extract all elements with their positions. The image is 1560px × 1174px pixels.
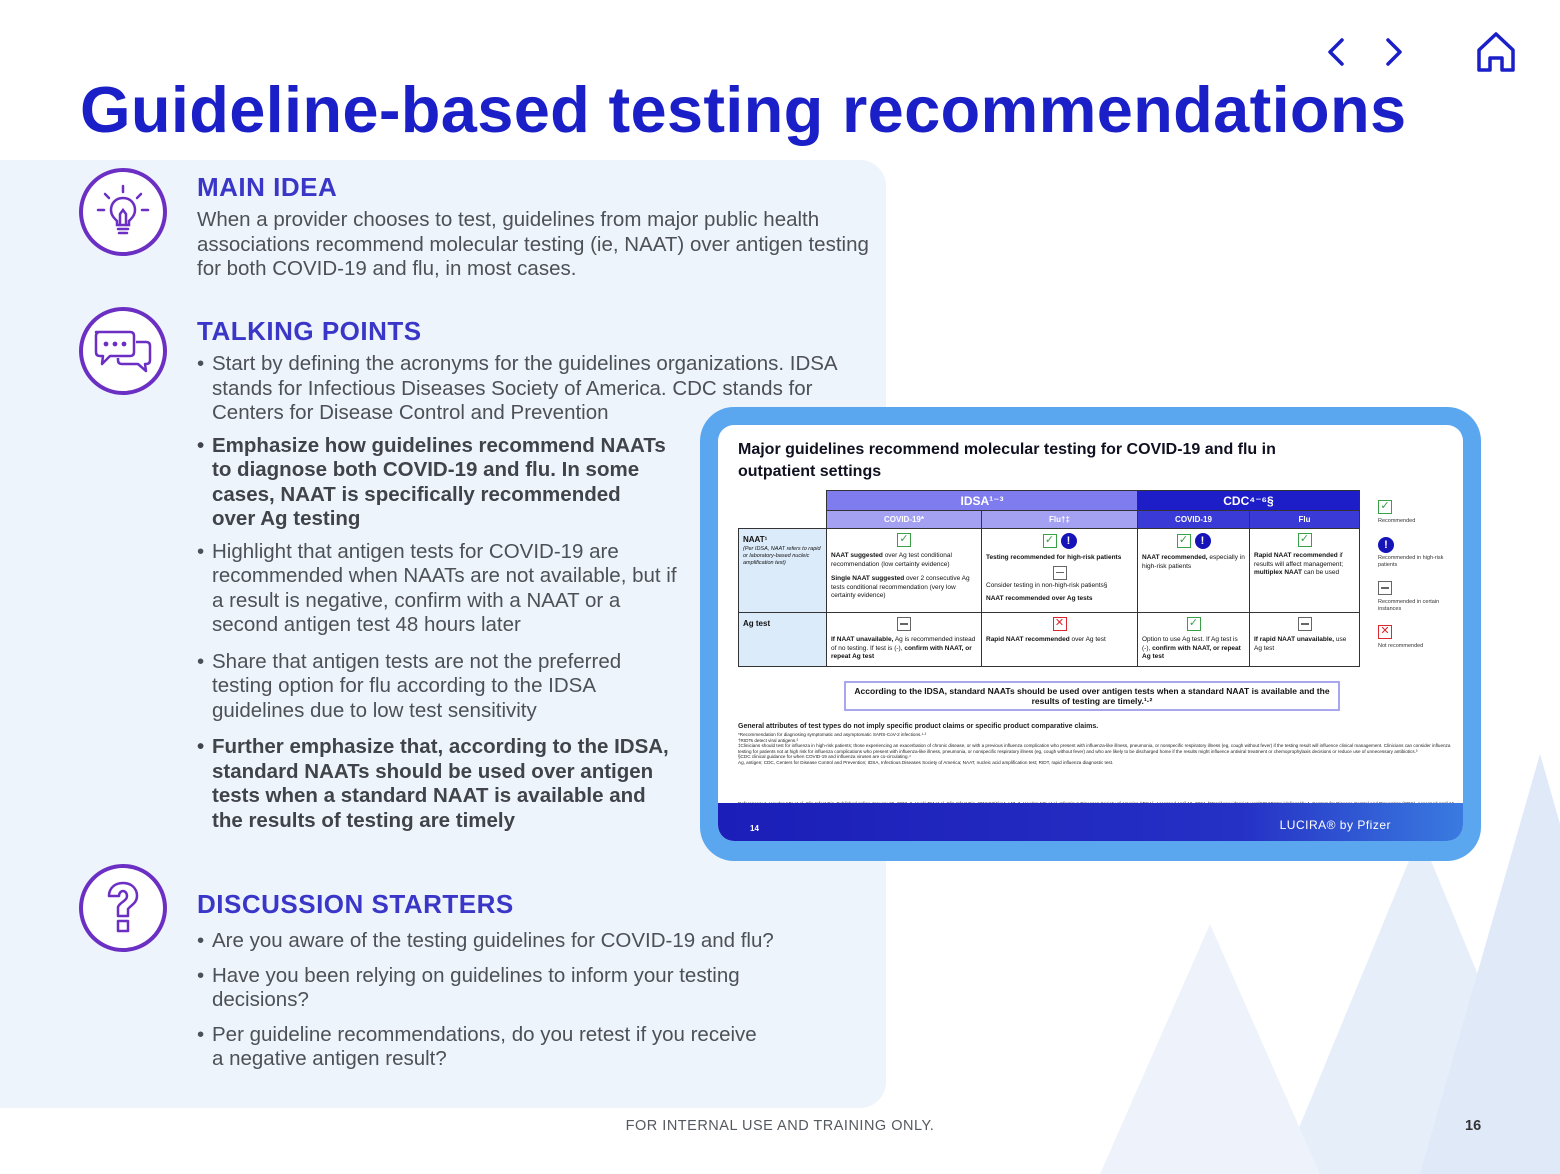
footnotes	[738, 723, 1458, 766]
cell-text-bold: Testing recommended for high-risk patients	[986, 554, 1122, 561]
footnote: Ag, antigen; CDC, Centers for Disease Control and Prevention; IDSA, Infectious Diseases Society of America; NAAT, nucleic acid amplification test; RIDT, rapid influenza diagnostic test.	[738, 759, 1114, 765]
list-item: • Are you aware of the testing guidelines for COVID-19 and flu?	[197, 929, 877, 954]
brand-logo: LUCIRA® by Pfizer	[1279, 818, 1391, 832]
check-icon: ✓	[1298, 533, 1312, 547]
discussion-list	[197, 929, 877, 1072]
conditional-icon	[897, 617, 911, 631]
lightbulb-icon	[79, 168, 167, 256]
chevron-right-icon	[1382, 37, 1406, 67]
cell-text-bold: Rapid NAAT recommended	[986, 636, 1070, 643]
cell-text-bold: multiplex NAAT	[1254, 569, 1302, 576]
x-icon: ✕	[1053, 617, 1067, 631]
row-naat-title: NAAT¹	[743, 535, 768, 544]
footnote: *Recommendation for diagnosing symptomatic and asymptomatic SARS-CoV-2 infections.¹·²	[738, 732, 927, 737]
chevron-left-icon	[1324, 37, 1348, 67]
slide-navigation	[1316, 28, 1520, 76]
legend-label: Recommended in high-risk patients	[1378, 555, 1444, 568]
check-icon: ✓	[1043, 534, 1057, 548]
list-item: • Highlight that antigen tests for COVID-19 are recommended when NAATs are not available, but if a result is negative, confirm with a NAAT or a second antigen test 48 hours later	[197, 540, 677, 638]
home-button[interactable]	[1472, 28, 1520, 76]
slide-thumbnail	[718, 425, 1463, 841]
previous-slide-button[interactable]	[1316, 32, 1356, 72]
x-icon: ✕	[1378, 625, 1392, 639]
row-naat-label	[739, 529, 827, 613]
cell-text: can be used	[1301, 569, 1340, 576]
cell-text: Option to use Ag test. If Ag test is (-),	[1142, 636, 1238, 652]
legend	[1378, 500, 1448, 662]
main-idea-text: When a provider chooses to test, guidelines from major public health associations recommend molecular testing (ie, NAAT) over antigen testing for both COVID-19 and flu, in most cases.	[197, 208, 869, 280]
callout-box: According to the IDSA, standard NAATs should be used over antigen tests when a standard NAAT is available and the results of testing are timely.¹·²	[844, 681, 1340, 711]
cell-text: Ag is recommended instead of no testing. If test is (-),	[831, 636, 976, 652]
cell-text-bold: confirm with NAAT, or repeat Ag test	[1142, 644, 1241, 660]
slide-title: Major guidelines recommend molecular testing for COVID-19 and flu in outpatient settings	[738, 441, 1276, 480]
cell-text-bold: Rapid NAAT recommended	[1254, 552, 1338, 559]
legend-item	[1378, 500, 1448, 525]
table-cell	[1250, 613, 1360, 667]
idsa-header: IDSA¹⁻³	[827, 491, 1138, 511]
legend-item	[1378, 625, 1448, 650]
list-item: • Per guideline recommendations, do you retest if you receive a negative antigen result?	[197, 1023, 757, 1072]
guideline-table	[738, 490, 1360, 667]
col-idsa-covid: COVID-19*	[827, 511, 982, 529]
cell-text: Consider testing in non-high-risk patients§	[986, 581, 1108, 589]
footnote: §CDC clinical guidance for when COVID-19 and influenza viruses are co-circulating.⁴	[738, 754, 911, 760]
slide-thumbnail-frame	[700, 407, 1481, 861]
main-idea-heading: MAIN IDEA	[197, 172, 338, 202]
col-idsa-flu: Flu†‡	[982, 511, 1138, 529]
check-icon: ✓	[1187, 617, 1201, 631]
table-cell	[827, 529, 982, 613]
cell-text-bold: confirm with NAAT, or repeat Ag test	[831, 644, 972, 660]
cell-text: especially in high-risk patients	[1142, 554, 1245, 570]
footer-note: FOR INTERNAL USE AND TRAINING ONLY.	[625, 1118, 935, 1134]
table-cell	[1250, 529, 1360, 613]
list-item: • Start by defining the acronyms for the guidelines organizations. IDSA stands for Infectious Diseases Society of America. CDC stands for Centers for Disease Control and Prevention	[197, 352, 857, 426]
list-item: • Emphasize how guidelines recommend NAATs to diagnose both COVID-19 and flu. In some cases, NAAT is specifically recommended over Ag testing	[197, 434, 667, 532]
legend-label: Recommended in certain instances	[1378, 599, 1440, 612]
footnote-lead: General attributes of test types do not imply specific product claims or specific product comparative claims.	[738, 723, 1099, 730]
next-slide-button[interactable]	[1374, 32, 1414, 72]
cell-text: over 2 consecutive Ag tests conditional recommendation (very low certainty evidence)	[831, 575, 970, 599]
cell-text-bold: If rapid NAAT unavailable,	[1254, 636, 1335, 643]
table-cell	[982, 529, 1138, 613]
table-cell	[1138, 529, 1250, 613]
cell-text: over Ag test conditional recommendation (low certainty evidence)	[831, 552, 952, 568]
cell-text-bold: Single NAAT suggested	[831, 575, 905, 582]
check-icon: ✓	[897, 533, 911, 547]
slide-footer-bar	[718, 803, 1463, 841]
cdc-header: CDC⁴⁻⁶§	[1138, 491, 1360, 511]
cell-text-bold: NAAT suggested	[831, 552, 883, 559]
legend-item	[1378, 581, 1448, 613]
cell-text: if results will affect management;	[1254, 552, 1344, 568]
exclamation-icon: !	[1061, 533, 1077, 549]
exclamation-icon: !	[1195, 533, 1211, 549]
list-item: • Share that antigen tests are not the preferred testing option for flu according to the IDSA guidelines due to low test sensitivity	[197, 650, 677, 724]
cell-text-bold: NAAT recommended over Ag tests	[986, 595, 1093, 602]
legend-label: Not recommended	[1378, 643, 1424, 649]
check-icon: ✓	[1177, 534, 1191, 548]
legend-item	[1378, 537, 1448, 569]
cell-text-bold: NAAT recommended,	[1142, 554, 1208, 561]
conditional-icon	[1298, 617, 1312, 631]
table-cell	[1138, 613, 1250, 667]
exclamation-icon: !	[1378, 537, 1394, 553]
page-number: 16	[1465, 1118, 1482, 1134]
home-icon	[1475, 30, 1517, 74]
list-item: • Have you been relying on guidelines to inform your testing decisions?	[197, 964, 757, 1013]
table-cell	[827, 613, 982, 667]
row-naat-subtext: (Per IDSA, NAAT refers to rapid or laboratory-based nucleic amplification test)	[743, 546, 821, 566]
legend-label: Recommended	[1378, 518, 1416, 524]
row-ag-label: Ag test	[739, 613, 827, 667]
footnote: ‡Clinicians should test for influenza in high-risk patients; those experiencing an exacerbation of chronic disease, or with a previous influenza complication who present with influenza-like illness, pneumonia, or nonspecific respiratory illness (eg, cough without fever) if the testing result will influence clinical management. Clinicians can consider influenza testing for patients not at high risk for influenza complications who present with influenza-like illness, pneumonia, or nonspecific respiratory illness (eg, cough without fever) and who are likely to be discharged home if the results might influence antiviral treatment or chemoprophylaxis decisions or reduce use of unnecessary antibiotics.³	[738, 743, 1451, 754]
col-cdc-covid: COVID-19	[1138, 511, 1250, 529]
cell-text: use Ag test	[1254, 636, 1347, 652]
conditional-icon	[1378, 581, 1392, 595]
talking-points-heading: TALKING POINTS	[197, 316, 422, 346]
table-cell	[982, 613, 1138, 667]
cell-text: over Ag test	[1069, 636, 1106, 643]
page-title: Guideline-based testing recommendations	[80, 73, 1407, 146]
col-cdc-flu: Flu	[1250, 511, 1360, 529]
list-item: • Further emphasize that, according to the IDSA, standard NAATs should be used over antigen tests when a standard NAAT is available and the results of testing are timely	[197, 735, 682, 833]
discussion-heading: DISCUSSION STARTERS	[197, 889, 514, 919]
slide-number: 14	[750, 824, 759, 833]
question-icon	[79, 864, 167, 952]
conditional-icon	[1053, 566, 1067, 580]
chat-bubbles-icon	[79, 307, 167, 395]
check-icon: ✓	[1378, 500, 1392, 514]
cell-text-bold: If NAAT unavailable,	[831, 636, 894, 643]
footnote: †RIDTs detect viral antigens.³	[738, 737, 798, 743]
